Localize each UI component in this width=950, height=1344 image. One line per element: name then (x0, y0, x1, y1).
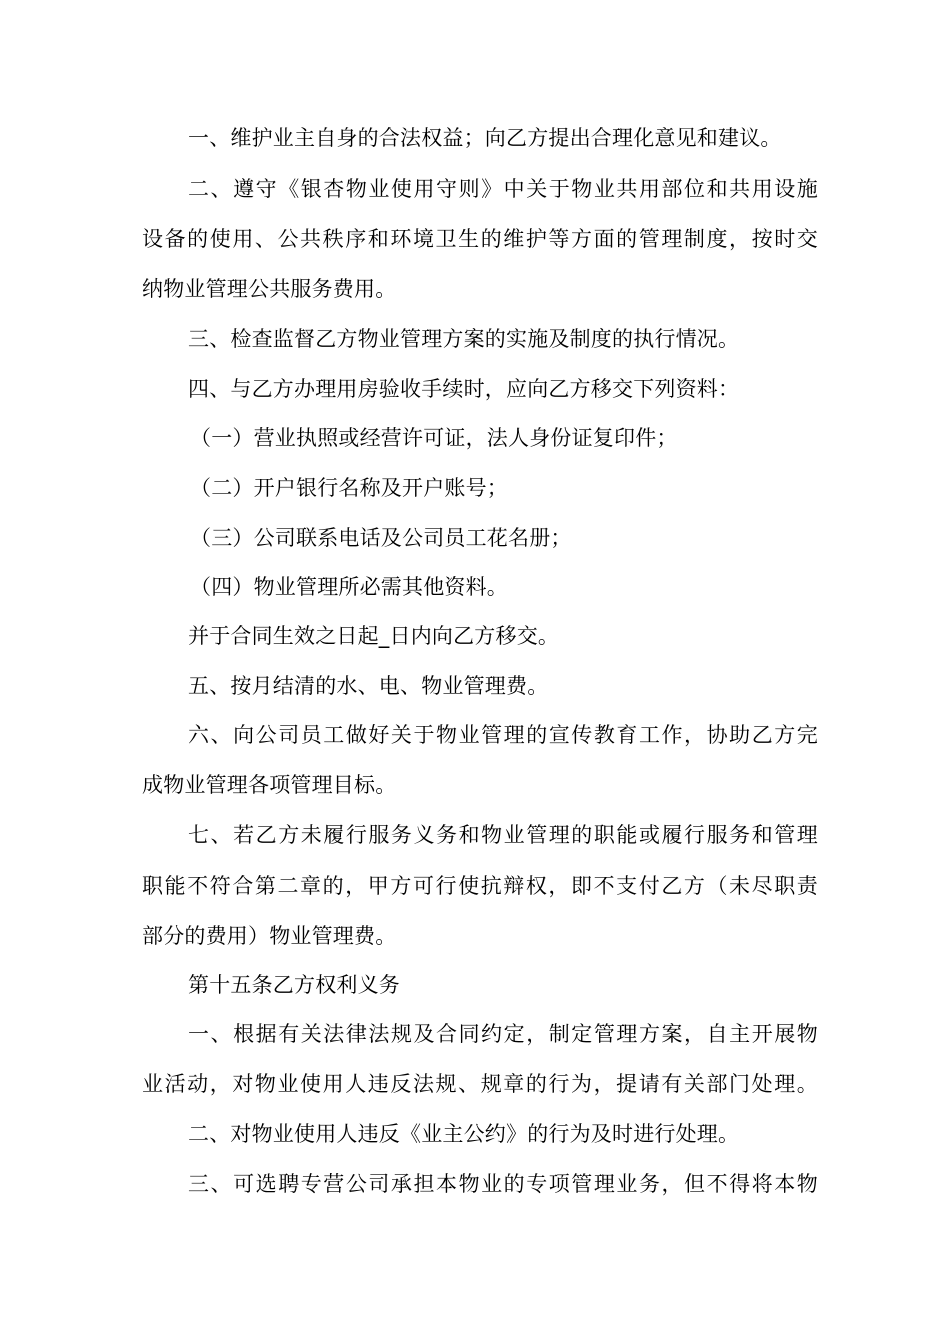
paragraph-line: 一、根据有关法律法规及合同约定，制定管理方案，自主开展物 (188, 1022, 818, 1046)
paragraph-line: （四）物业管理所必需其他资料。 (190, 575, 508, 599)
paragraph-line: 三、可选聘专营公司承担本物业的专项管理业务，但不得将本物 (188, 1172, 818, 1196)
paragraph-line: 二、遵守《银杏物业使用守则》中关于物业共用部位和共用设施 (188, 177, 818, 201)
paragraph-line: 职能不符合第二章的，甲方可行使抗辩权，即不支付乙方（未尽职责 (142, 874, 818, 898)
paragraph-line: 部分的费用）物业管理费。 (142, 924, 397, 948)
paragraph-line: 五、按月结清的水、电、物业管理费。 (188, 674, 549, 698)
paragraph-line: 三、检查监督乙方物业管理方案的实施及制度的执行情况。 (188, 327, 740, 351)
paragraph-line: 并于合同生效之日起_日内向乙方移交。 (188, 624, 560, 648)
paragraph-line: 成物业管理各项管理目标。 (142, 773, 397, 797)
paragraph-line: 纳物业管理公共服务费用。 (142, 277, 397, 301)
paragraph-line: 一、维护业主自身的合法权益；向乙方提出合理化意见和建议。 (188, 126, 782, 150)
paragraph-line: 七、若乙方未履行服务义务和物业管理的职能或履行服务和管理 (188, 823, 818, 847)
paragraph-line: （一）营业执照或经营许可证，法人身份证复印件； (190, 426, 678, 450)
paragraph-line: 六、向公司员工做好关于物业管理的宣传教育工作，协助乙方完 (188, 723, 818, 747)
paragraph-line: 四、与乙方办理用房验收手续时，应向乙方移交下列资料： (188, 377, 740, 401)
section-heading: 第十五条乙方权利义务 (188, 973, 400, 997)
paragraph-line: 设备的使用、公共秩序和环境卫生的维护等方面的管理制度，按时交 (142, 227, 818, 251)
paragraph-line: （二）开户银行名称及开户账号； (190, 476, 508, 500)
paragraph-line: 二、对物业使用人违反《业主公约》的行为及时进行处理。 (188, 1122, 740, 1146)
paragraph-line: （三）公司联系电话及公司员工花名册； (190, 526, 572, 550)
paragraph-line: 业活动，对物业使用人违反法规、规章的行为，提请有关部门处理。 (142, 1072, 818, 1096)
